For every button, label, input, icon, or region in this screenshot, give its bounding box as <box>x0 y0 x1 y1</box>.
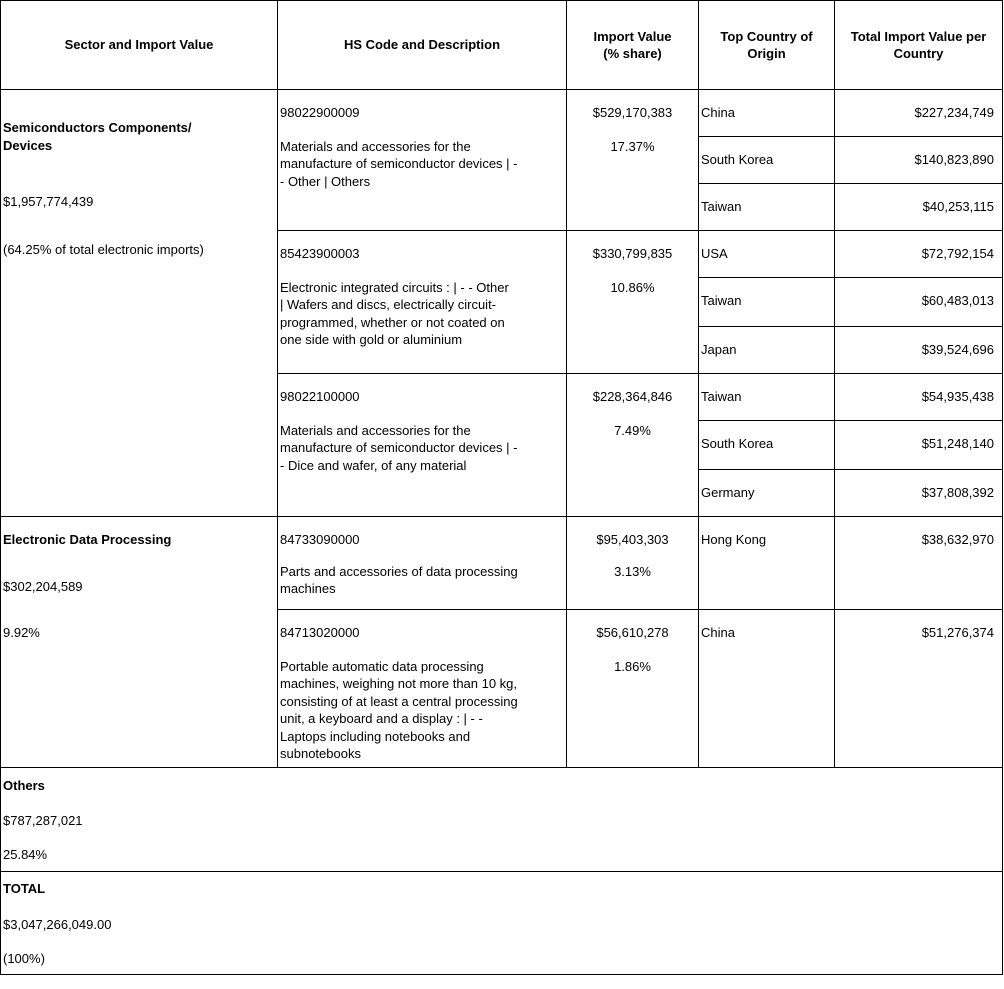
import-value: $56,610,278 <box>596 625 669 640</box>
country-value-cell: $37,808,392 <box>835 470 1003 517</box>
sector-value: $1,957,774,439 <box>3 194 94 209</box>
country-cell: Taiwan <box>699 374 835 421</box>
country-value-cell: $54,935,438 <box>835 374 1003 421</box>
country-value-cell: $51,276,374 <box>835 610 1003 768</box>
import-share: 17.37% <box>610 138 655 154</box>
country-cell: Germany <box>699 470 835 517</box>
import-value-cell <box>567 610 699 768</box>
import-value: $228,364,846 <box>592 389 673 404</box>
total-label: TOTAL <box>3 881 46 896</box>
import-share: 3.13% <box>614 563 651 579</box>
header-import-value: Import Value (% share) <box>567 1 699 90</box>
country-value-cell: $72,792,154 <box>835 231 1003 278</box>
others-label: Others <box>3 778 45 793</box>
country-value-cell: $38,632,970 <box>835 517 1003 610</box>
country-cell: Taiwan <box>699 184 835 231</box>
hs-cell <box>278 610 567 768</box>
country-value-cell: $51,248,140 <box>835 421 1003 470</box>
country-cell: Taiwan <box>699 278 835 327</box>
hs-cell <box>278 231 567 374</box>
country-cell: Hong Kong <box>699 517 835 610</box>
sector-name: Semiconductors Components/ Devices <box>3 120 192 153</box>
country-cell: China <box>699 90 835 137</box>
total-value: $3,047,266,049.00 <box>3 916 112 932</box>
others-share: 25.84% <box>3 847 48 862</box>
country-value-cell: $40,253,115 <box>835 184 1003 231</box>
import-value: $529,170,383 <box>592 105 673 120</box>
import-share: 1.86% <box>614 658 651 674</box>
hs-cell <box>278 374 567 517</box>
hs-code: 84713020000 <box>280 625 360 640</box>
others-value: $787,287,021 <box>3 812 83 828</box>
import-share: 7.49% <box>614 422 651 438</box>
sector-share: 9.92% <box>3 625 40 640</box>
hs-description: Materials and accessories for the manufacture of semiconductor devices | - - Dice and wafer, of any material <box>280 422 518 473</box>
hs-cell <box>278 517 567 610</box>
country-cell: USA <box>699 231 835 278</box>
others-row <box>1 768 1003 872</box>
hs-description: Parts and accessories of data processing machines <box>280 563 518 596</box>
import-value-cell <box>567 90 699 231</box>
sector-cell-data-processing <box>1 517 278 768</box>
hs-code: 98022900009 <box>280 105 360 120</box>
header-sector: Sector and Import Value <box>1 1 278 90</box>
country-value-cell: $227,234,749 <box>835 90 1003 137</box>
sector-name: Electronic Data Processing <box>3 532 172 547</box>
header-hs-code: HS Code and Description <box>278 1 567 90</box>
import-value-cell <box>567 231 699 374</box>
header-row <box>1 1 1003 90</box>
total-row <box>1 872 1003 975</box>
hs-cell <box>278 90 567 231</box>
hs-code: 85423900003 <box>280 246 360 261</box>
import-share: 10.86% <box>610 279 655 295</box>
import-value-cell <box>567 517 699 610</box>
import-value-cell <box>567 374 699 517</box>
hs-description: Portable automatic data processing machines, weighing not more than 10 kg, consisting of at least a central processing unit, a keyboard and a display : | - - Laptops including notebooks and subnotebooks <box>280 658 518 761</box>
import-value: $95,403,303 <box>596 532 669 547</box>
import-value: $330,799,835 <box>592 246 673 261</box>
hs-description: Electronic integrated circuits : | - - Other | Wafers and discs, electrically circuit- programmed, whether or not coated on one side with gold or aluminium <box>280 279 509 347</box>
sector-share: (64.25% of total electronic imports) <box>3 241 204 257</box>
country-value-cell: $140,823,890 <box>835 137 1003 184</box>
header-total-country: Total Import Value per Country <box>835 1 1003 90</box>
hs-code: 84733090000 <box>280 532 360 547</box>
country-cell: Japan <box>699 327 835 374</box>
country-value-cell: $39,524,696 <box>835 327 1003 374</box>
country-cell: China <box>699 610 835 768</box>
total-share: (100%) <box>3 951 45 966</box>
sector-cell-semiconductors <box>1 90 278 517</box>
header-top-country: Top Country of Origin <box>699 1 835 90</box>
country-value-cell: $60,483,013 <box>835 278 1003 327</box>
country-cell: South Korea <box>699 421 835 470</box>
country-cell: South Korea <box>699 137 835 184</box>
hs-description: Materials and accessories for the manufacture of semiconductor devices | - - Other | Others <box>280 138 518 189</box>
sector-value: $302,204,589 <box>3 578 83 594</box>
hs-code: 98022100000 <box>280 389 360 404</box>
